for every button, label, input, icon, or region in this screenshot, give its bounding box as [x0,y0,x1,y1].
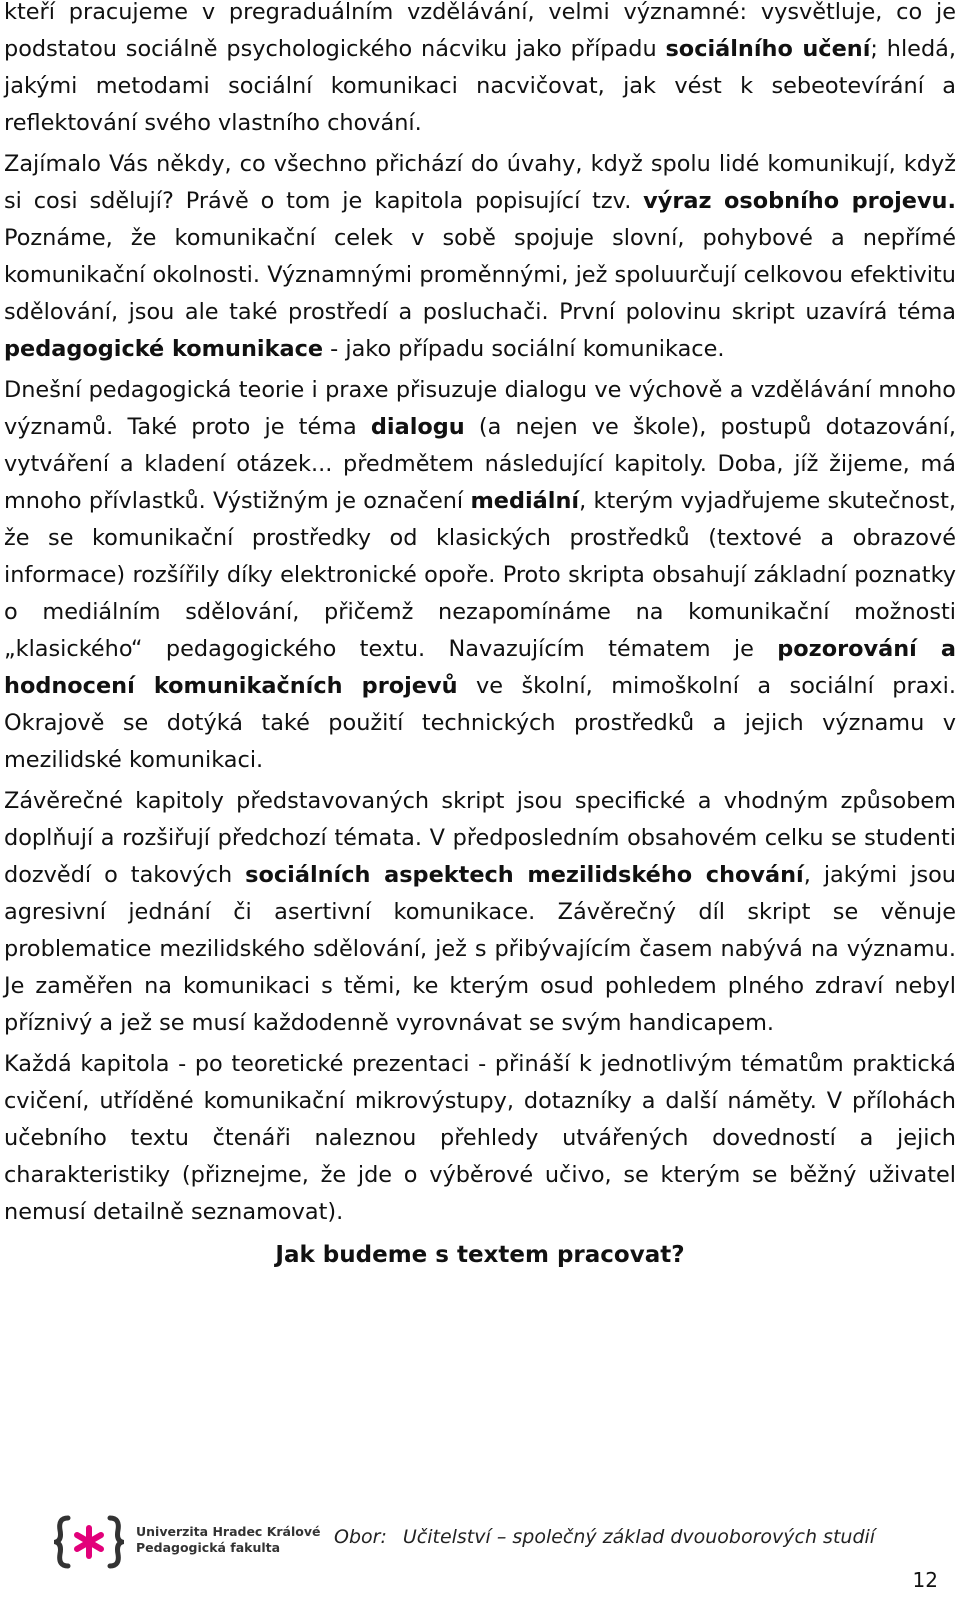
text-run: (a nejen ve škole), postupů dotazování, vytváření a kladení otázek... předmětem následující kapitoly. Doba, jíž žijeme, má mnoho přívlastků. Výstižným je označení [4,414,956,514]
field-label: Obor: [334,1526,387,1548]
university-logo-icon [54,1512,124,1572]
field-value: Učitelství – společný základ dvouoborových studií [402,1526,876,1548]
emphasized-term: pozorování a hodnocení komunikačních projevů [4,636,956,699]
paragraph-list [4,0,956,1231]
text-run: , jakými jsou agresivní jednání či asertivní komunikace. Závěrečný díl skript se věnuje problematice mezilidského sdělování, jež s přibývajícím časem nabývá na významu. Je zaměřen na komunikaci s těmi, ke kterým osud pohledem plného zdraví nebyl příznivý a jež se musí každodenně vyrovnávat se svým handicapem. [4,862,956,1036]
emphasized-term: výraz osobního projevu. [643,188,956,214]
emphasized-term: pedagogické komunikace [4,336,324,362]
logo-text [136,1524,320,1556]
emphasized-term: mediální [470,488,580,514]
text-run: Závěrečné kapitoly představovaných skript jsou specifické a vhodným způsobem doplňují a rozšiřují předchozí témata. V předposledním obsahovém celku se studenti dozvědí o takových [4,788,956,888]
text-run: kteří pracujeme v pregraduálním vzdělávání, velmi významné: vysvětluje, co je podstatou sociálně psychologického nácviku jako případu [4,0,956,62]
paragraph [4,0,956,142]
page-footer [54,1512,934,1572]
text-run: ; hledá, jakými metodami sociální komunikaci nacvičovat, jak vést k sebeotevírání a reflektování svého vlastního chování. [4,36,956,136]
paragraph [4,146,956,368]
paragraph [4,1046,956,1231]
text-run: , kterým vyjadřujeme skutečnost, že se komunikační prostředky od klasických prostředků (textové a obrazové informace) rozšířily díky elektronické opoře. Proto skripta obsahují základní poznatky o mediálním sdělování, přičemž nezapomínáme na komunikační možnosti „klasického“ pedagogického textu. Navazujícím tématem je [4,488,956,662]
logo-line-1: Univerzita Hradec Králové [136,1524,321,1539]
page-number: 12 [912,1568,938,1592]
text-run: Zajímalo Vás někdy, co všechno přichází do úvahy, když spolu lidé komunikují, když si cosi sdělují? Právě o tom je kapitola popisující tzv. [4,151,956,214]
paragraph [4,783,956,1042]
emphasized-term: sociálního učení [665,36,871,62]
body-text [4,0,956,1274]
logo-line-2: Pedagogická fakulta [136,1540,281,1555]
text-run: Dnešní pedagogická teorie i praxe přisuzuje dialogu ve výchově a vzdělávání mnoho významů. Také proto je téma [4,377,956,440]
text-run: ve školní, mimoškolní a sociální praxi. Okrajově se dotýká také použití technických prostředků a jejich významu v mezilidské komunikaci. [4,673,956,773]
emphasized-term: sociálních aspektech mezilidského chování [245,862,804,888]
field-of-study [334,1526,875,1548]
paragraph [4,372,956,779]
section-heading: Jak budeme s textem pracovat? [275,1242,685,1268]
university-logo [54,1512,321,1572]
text-run: Poznáme, že komunikační celek v sobě spojuje slovní, pohybové a nepřímé komunikační okolnosti. Významnými proměnnými, jež spoluurčují celkovou efektivitu sdělování, jsou ale také prostředí a posluchači. První polovinu skript uzavírá téma [4,225,956,325]
text-run: - jako případu sociální komunikace. [323,336,725,362]
text-run: Každá kapitola - po teoretické prezentaci - přináší k jednotlivým tématům praktická cvičení, utříděné komunikační mikrovýstupy, dotazníky a další náměty. V přílohách učebního textu čtenáři naleznou přehledy utvářených dovedností a jejich charakteristiky (přiznejme, že jde o výběrové učivo, se kterým se běžný uživatel nemusí detailně seznamovat). [4,1051,956,1225]
emphasized-term: dialogu [370,414,465,440]
